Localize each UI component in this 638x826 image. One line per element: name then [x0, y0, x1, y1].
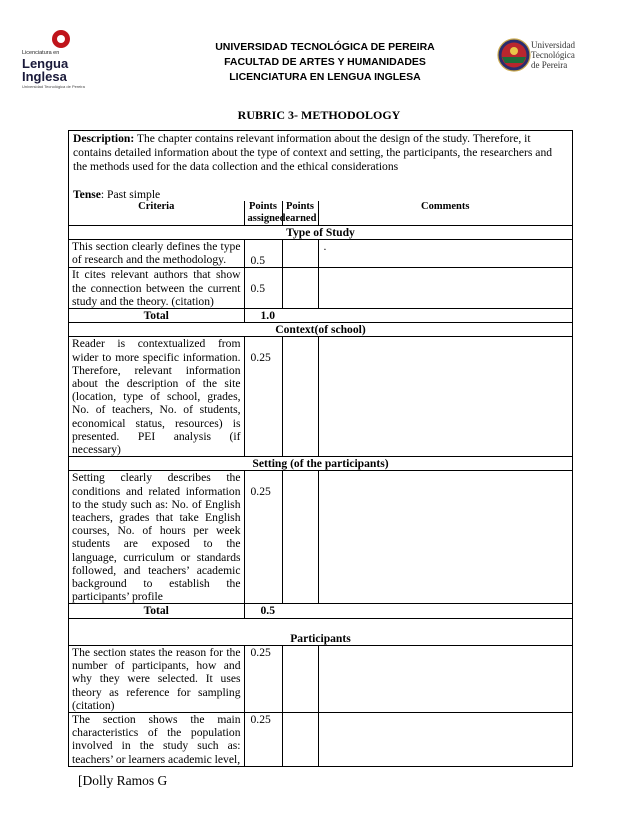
- points-assigned-cell: 0.25: [244, 645, 282, 712]
- logo-right-line-3: de Pereira: [531, 60, 568, 70]
- rubric-table: [69, 201, 572, 767]
- footer-author: [Dolly Ramos G: [78, 773, 168, 788]
- total-value: 0.5: [244, 604, 572, 618]
- section-row: [69, 457, 572, 471]
- total-row: [69, 604, 572, 618]
- section-row: [69, 618, 572, 645]
- tense-value: : Past simple: [100, 188, 161, 201]
- logo-line-2: Inglesa: [22, 69, 67, 84]
- logo-small-text: Licenciatura en: [22, 50, 60, 56]
- total-value: 1.0: [244, 309, 572, 323]
- comments-cell: [318, 712, 572, 766]
- criteria-cell: The section states the reason for the number of participants, how and why they were selected. It uses theory as reference for sampling (citation): [69, 645, 244, 712]
- institution-header: [190, 40, 460, 85]
- section-participants: Participants: [69, 618, 572, 645]
- points-assigned-cell: 0.25: [244, 337, 282, 457]
- tense: [69, 188, 572, 201]
- description-text: The chapter contains relevant information about the design of the study. Therefore, it contains detailed information about the type of context and setting, the participants, the researchers and the methods used for the data collection and the ethical considerations: [73, 132, 553, 173]
- points-earned-cell: [282, 268, 318, 309]
- comments-cell: [318, 645, 572, 712]
- table-row: [69, 712, 572, 766]
- table-row: [69, 337, 572, 457]
- total-row: [69, 309, 572, 323]
- comments-cell: [318, 471, 572, 604]
- table-row: [69, 240, 572, 268]
- section-type-of-study: Type of Study: [69, 226, 572, 240]
- total-label: Total: [69, 604, 244, 618]
- header-line-2: FACULTAD DE ARTES Y HUMANIDADES: [224, 56, 426, 68]
- logo-right-line-2: Tecnológica: [531, 50, 575, 60]
- description: [69, 131, 572, 174]
- logo-right-line-1: Universidad: [531, 40, 575, 50]
- points-assigned-cell: 0.5: [244, 240, 282, 268]
- points-earned-cell: [282, 712, 318, 766]
- rubric-title: RUBRIC 3- METHODOLOGY: [237, 108, 401, 122]
- section-setting: Setting (of the participants): [69, 457, 572, 471]
- points-assigned-cell: 0.25: [244, 471, 282, 604]
- comments-cell: .: [318, 240, 572, 268]
- section-context: Context(of school): [69, 323, 572, 337]
- university-logo-text: [531, 40, 611, 70]
- criteria-cell: Reader is contextualized from wider to more specific information. Therefore, relevant information about the description of the site (location, type of school, grades, No. of teachers, No. of students, economical status, resources) is presented. PEI analysis (if necessary): [69, 337, 244, 457]
- logo-mark-icon: [52, 30, 70, 48]
- table-row: [69, 645, 572, 712]
- header-points-earned: Points earned: [282, 201, 318, 226]
- points-earned-cell: [282, 240, 318, 268]
- header-points-assigned: Points assigned: [244, 201, 282, 226]
- header-line-3: LICENCIATURA EN LENGUA INGLESA: [229, 71, 421, 83]
- header-comments: Comments: [318, 201, 572, 226]
- logo-tiny-text: Universidad Tecnológica de Pereira: [22, 84, 85, 89]
- criteria-cell: It cites relevant authors that show the connection between the current study and the theory. (citation): [69, 268, 244, 309]
- table-header-row: [69, 201, 572, 226]
- header-line-1: UNIVERSIDAD TECNOLÓGICA DE PEREIRA: [215, 41, 435, 53]
- university-seal-icon: [497, 38, 531, 72]
- criteria-cell: The section shows the main characteristics of the population involved in the study such as: teachers’ or learners academic level,: [69, 712, 244, 766]
- table-row: [69, 268, 572, 309]
- table-row: [69, 471, 572, 604]
- criteria-cell: This section clearly defines the type of research and the methodology.: [69, 240, 244, 268]
- total-label: Total: [69, 309, 244, 323]
- points-earned-cell: [282, 337, 318, 457]
- tense-label: Tense: [73, 188, 101, 201]
- rubric-box: [68, 130, 573, 767]
- criteria-cell: Setting clearly describes the conditions and related information to the study such as: No. of English teachers, grades that take English courses, No. of hours per week students are exposed to the language, curriculum or standards followed, and teachers’ academic background to establish the participants’ profile: [69, 471, 244, 604]
- logo-line-1: Lengua: [22, 56, 69, 71]
- section-row: [69, 226, 572, 240]
- lengua-inglesa-logo: [22, 30, 94, 92]
- comments-cell: [318, 337, 572, 457]
- description-label: Description:: [73, 132, 135, 145]
- header-criteria: Criteria: [69, 201, 244, 226]
- points-earned-cell: [282, 471, 318, 604]
- points-earned-cell: [282, 645, 318, 712]
- points-assigned-cell: 0.5: [244, 268, 282, 309]
- comments-cell: [318, 268, 572, 309]
- points-assigned-cell: 0.25: [244, 712, 282, 766]
- section-row: [69, 323, 572, 337]
